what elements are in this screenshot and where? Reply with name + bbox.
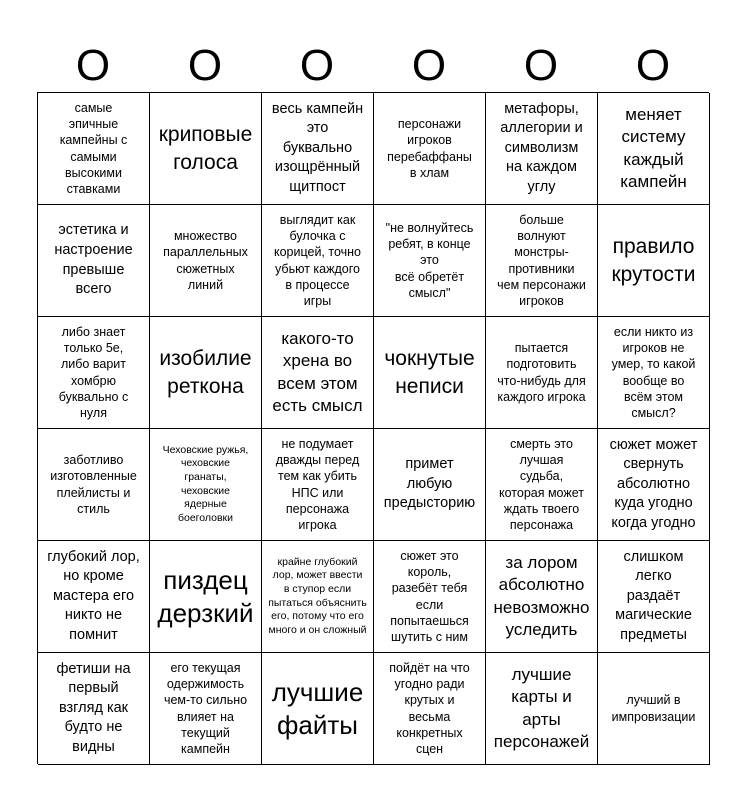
bingo-cell[interactable] <box>374 653 486 765</box>
header-letter: O <box>187 41 223 90</box>
bingo-cell-text: его текущая одержимость чем-то сильно влияет на текущий кампейн <box>163 660 248 756</box>
bingo-cell[interactable] <box>38 93 150 205</box>
bingo-cell-text: весь кампейн это буквально изощрённый щитпост <box>271 100 364 195</box>
header-letter: O <box>635 41 671 90</box>
bingo-cell[interactable] <box>486 205 598 317</box>
bingo-cell-text: сюжет это король, разебёт тебя если попытаешься шутить с ним <box>390 548 469 644</box>
bingo-cell[interactable] <box>38 429 150 541</box>
bingo-cell[interactable] <box>598 93 710 205</box>
bingo-cell[interactable] <box>486 429 598 541</box>
bingo-cell-text: чокнутые неписи <box>384 347 475 398</box>
bingo-cell-text: либо знает только 5е, либо варит хомбрю буквально с нуля <box>58 324 129 420</box>
bingo-cell[interactable] <box>150 205 262 317</box>
bingo-cell[interactable] <box>150 317 262 429</box>
bingo-cell[interactable] <box>374 205 486 317</box>
bingo-cell-text: Чеховские ружья, чеховские гранаты, чеховские ядерные боеголовки <box>162 443 249 524</box>
bingo-cell[interactable] <box>262 205 374 317</box>
bingo-cell[interactable] <box>374 317 486 429</box>
bingo-cell-text: персонажи игроков перебаффаны в хлам <box>387 117 472 180</box>
bingo-cell-text: глубокий лор, но кроме мастера его никто не помнит <box>47 548 140 643</box>
bingo-cell[interactable] <box>262 429 374 541</box>
bingo-cell-text: правило крутости <box>611 235 696 286</box>
bingo-cell[interactable] <box>374 541 486 653</box>
bingo-cell[interactable] <box>598 317 710 429</box>
bingo-cell-text: множество параллельных сюжетных линий <box>163 229 248 292</box>
bingo-cell[interactable] <box>262 317 374 429</box>
bingo-cell[interactable] <box>374 429 486 541</box>
bingo-cell-text: метафоры, аллегории и символизм на каждом углу <box>500 100 583 195</box>
bingo-cell-text: крайне глубокий лор, может ввести в ступор если пытаться объяснить его, потому что его много и он сложный <box>268 555 367 636</box>
bingo-cell-text: пойдёт на что угодно ради крутых и весьма конкретных сцен <box>389 660 470 756</box>
bingo-cell-text: пиздец дерзкий <box>157 565 254 628</box>
bingo-cell-text: самые эпичные кампейны с самыми высокими ставками <box>59 100 128 196</box>
bingo-cell[interactable] <box>262 653 374 765</box>
bingo-cell-text: лучшие карты и арты персонажей <box>493 665 590 751</box>
bingo-cell[interactable] <box>38 541 150 653</box>
bingo-cell[interactable] <box>150 429 262 541</box>
bingo-header <box>37 40 709 92</box>
bingo-cell-text: меняет систему каждый кампейн <box>620 105 687 191</box>
bingo-grid <box>37 92 709 764</box>
header-letter: O <box>75 41 111 90</box>
bingo-cell[interactable] <box>150 653 262 765</box>
bingo-cell-text: пытается подготовить что-нибудь для каждого игрока <box>497 341 586 404</box>
bingo-cell-text: сюжет может свернуть абсолютно куда угодно когда угодно <box>609 436 698 531</box>
bingo-cell-text: лучшие файты <box>271 677 364 740</box>
bingo-cell-text: больше волнуют монстры- противники чем персонажи игроков <box>497 212 586 308</box>
bingo-cell[interactable] <box>486 317 598 429</box>
bingo-cell-text: примет любую предысторию <box>383 456 476 512</box>
bingo-cell-text: "не волнуйтесь ребят, в конце это всё обретёт смысл" <box>385 220 474 300</box>
header-letter: O <box>411 41 447 90</box>
bingo-cell-text: эстетика и настроение превыше всего <box>54 222 133 298</box>
bingo-cell[interactable] <box>150 93 262 205</box>
bingo-cell[interactable] <box>486 653 598 765</box>
header-letter: O <box>299 41 335 90</box>
bingo-cell-text: криповые голоса <box>158 123 253 174</box>
bingo-cell[interactable] <box>598 429 710 541</box>
bingo-cell-text: заботливо изготовленные плейлисты и стиль <box>50 453 137 516</box>
bingo-cell[interactable] <box>38 653 150 765</box>
bingo-cell[interactable] <box>262 541 374 653</box>
bingo-cell-text: за лором абсолютно невозможно уследить <box>493 553 590 639</box>
bingo-cell-text: слишком легко раздаёт магические предметы <box>615 548 692 643</box>
bingo-cell-text: не подумает дважды перед тем как убить НПС или персонажа игрока <box>275 436 360 532</box>
bingo-cell[interactable] <box>374 93 486 205</box>
bingo-cell[interactable] <box>486 93 598 205</box>
header-letter: O <box>523 41 559 90</box>
bingo-cell-text: смерть это лучшая судьба, которая может ждать твоего персонажа <box>499 436 584 532</box>
bingo-cell[interactable] <box>38 205 150 317</box>
bingo-cell[interactable] <box>150 541 262 653</box>
bingo-cell-text: какого-то хрена во всем этом есть смысл <box>272 329 363 415</box>
bingo-cell[interactable] <box>38 317 150 429</box>
bingo-cell[interactable] <box>262 93 374 205</box>
bingo-cell[interactable] <box>598 653 710 765</box>
bingo-cell[interactable] <box>486 541 598 653</box>
bingo-cell-text: выглядит как булочка с корицей, точно убьют каждого в процессе игры <box>273 212 362 308</box>
bingo-cell-text: фетиши на первый взгляд как будто не видны <box>56 660 131 755</box>
bingo-cell[interactable] <box>598 541 710 653</box>
bingo-cell-text: лучший в импровизации <box>611 693 696 724</box>
bingo-cell[interactable] <box>598 205 710 317</box>
bingo-cell-text: если никто из игроков не умер, то какой вообще во всём этом смысл? <box>611 324 696 420</box>
bingo-cell-text: изобилие реткона <box>159 347 252 398</box>
